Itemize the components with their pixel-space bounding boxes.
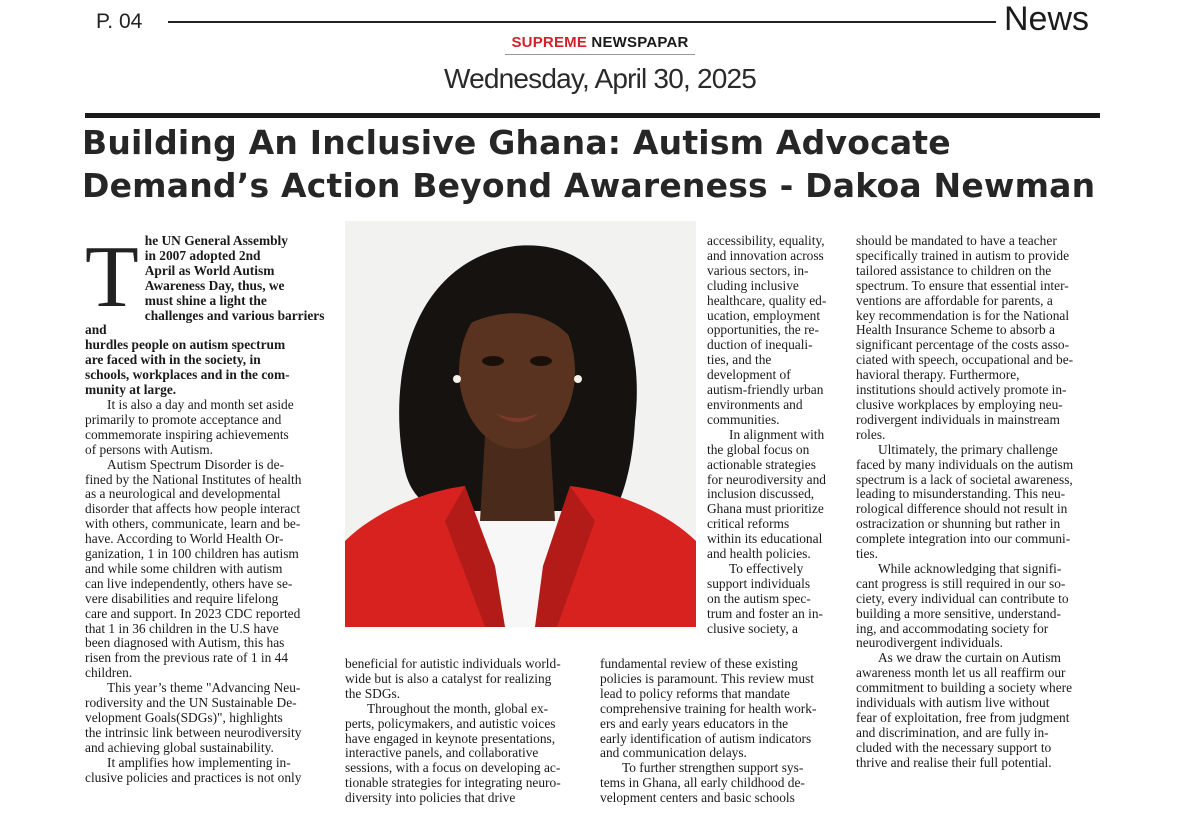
text-line: spectrum. To ensure that essential inter- — [856, 277, 1069, 293]
text-line: thrive and realise their full potential. — [856, 754, 1052, 770]
text-line: havioral therapy. Furthermore, — [856, 367, 1020, 383]
header-rule — [168, 21, 996, 23]
text-line: are faced with in the society, in — [85, 352, 261, 368]
text-line: complete integration into our communi- — [856, 531, 1071, 547]
text-line: leading to misunderstanding. This neu- — [856, 486, 1066, 502]
headline — [82, 121, 1102, 207]
text-line: This year’s theme "Advancing Neu- — [107, 680, 301, 696]
text-line: diversity into policies that drive — [345, 790, 516, 806]
text-line: sessions, with a focus on developing ac- — [345, 760, 561, 776]
text-line: care and support. In 2023 CDC reported — [85, 605, 301, 621]
text-line: actionable strategies — [707, 456, 816, 472]
text-line: It is also a day and month set aside — [107, 396, 294, 412]
text-line: April as World Autism — [144, 262, 275, 278]
text-line: roles. — [856, 426, 886, 442]
text-line: the intrinsic link between neurodiversity — [85, 724, 302, 740]
paragraph — [707, 428, 847, 562]
text-line: disorder that affects how people interact — [85, 501, 301, 517]
text-line: ing, and accommodating society for — [856, 620, 1049, 636]
paragraph — [856, 562, 1106, 651]
text-line: he UN General Assembly — [144, 233, 288, 248]
text-line: ties. — [856, 546, 878, 562]
column-1 — [85, 229, 335, 786]
text-line: As we draw the curtain on Autism — [878, 650, 1061, 666]
text-line: beneficial for autistic individuals world- — [345, 656, 561, 671]
text-line: environments and — [707, 396, 803, 412]
text-line: inclusion discussed, — [707, 486, 815, 502]
portrait-illustration — [345, 221, 696, 627]
text-line: have engaged in keynote presentations, — [345, 730, 556, 746]
drop-cap: T — [85, 229, 139, 326]
text-line: perts, policymakers, and autistic voices — [345, 715, 556, 731]
section-label: News — [1004, 0, 1090, 38]
masthead-rule — [505, 54, 695, 55]
text-line: cluded with the necessary support to — [856, 739, 1052, 755]
text-line: and while some children with autism — [85, 560, 283, 576]
text-line: policies is paramount. This review must — [600, 670, 814, 686]
text-line: ers and early years educators in the — [600, 715, 789, 731]
paragraph — [85, 681, 335, 756]
text-line: clusive policies and practices is not only — [85, 769, 302, 785]
text-line: velopment Goals(SDGs)", highlights — [85, 710, 283, 725]
paragraph — [707, 562, 847, 637]
text-line: ventions are affordable for parents, a — [856, 292, 1053, 308]
text-line: commemorate inspiring achievements — [85, 426, 289, 442]
portrait-photo — [345, 221, 696, 627]
text-line: wide but is also a catalyst for realizing — [345, 670, 552, 686]
text-line: rodivergent individuals in mainstream — [856, 411, 1060, 427]
text-line: fundamental review of these existing — [600, 656, 798, 671]
masthead — [0, 34, 1200, 51]
column-3-bottom — [600, 657, 848, 806]
headline-line-1: Building An Inclusive Ghana: Autism Advocate — [82, 123, 951, 162]
paragraph — [856, 651, 1106, 770]
text-line: comprehensive training for health work- — [600, 700, 817, 716]
text-line: key recommendation is for the National — [856, 307, 1070, 323]
text-line: as a neurological and developmental — [85, 486, 281, 502]
text-line: Autism Spectrum Disorder is de- — [107, 456, 285, 472]
headline-rule — [85, 113, 1100, 118]
text-line: ties, and the — [707, 352, 772, 368]
text-line: tems in Ghana, all early childhood de- — [600, 775, 805, 791]
text-line: for neurodiversity and — [707, 471, 826, 487]
text-line: been diagnosed with Autism, this has — [85, 635, 285, 651]
text-line: clusive workplaces by employing neu- — [856, 396, 1063, 412]
text-line: To further strengthen support sys- — [622, 760, 804, 776]
text-line: Awareness Day, thus, we — [144, 277, 285, 293]
text-line: should be mandated to have a teacher — [856, 233, 1057, 248]
text-line: tailored assistance to children on the — [856, 262, 1052, 278]
text-line: schools, workplaces and in the com- — [85, 367, 290, 383]
text-line: have. According to World Health Or- — [85, 531, 284, 547]
text-line: interactive panels, and collaborative — [345, 745, 539, 761]
text-line: of persons with Autism. — [85, 441, 213, 457]
column-3-top — [707, 234, 847, 636]
paragraph — [85, 458, 335, 682]
text-line: challenges and various barriers and — [85, 307, 325, 338]
text-line: within its educational — [707, 531, 823, 547]
column-2 — [345, 657, 595, 806]
masthead-red: SUPREME — [511, 34, 588, 51]
text-line: individuals with autism live without — [856, 695, 1050, 711]
text-line: and innovation across — [707, 247, 824, 263]
text-line: in 2007 adopted 2nd — [144, 247, 261, 263]
text-line: and discrimination, and are fully in- — [856, 724, 1049, 740]
text-line: spectrum is a lack of societal awareness, — [856, 471, 1073, 487]
text-line: faced by many individuals on the autism — [856, 456, 1074, 472]
text-line: communities. — [707, 411, 780, 427]
issue-date: Wednesday, April 30, 2025 — [443, 63, 757, 94]
text-line: building a more sensitive, understand- — [856, 605, 1061, 621]
page-number: P. 04 — [96, 10, 143, 33]
text-line: development of — [707, 367, 791, 383]
text-line: with others, communicate, learn and be- — [85, 516, 301, 532]
text-line: must shine a light the — [144, 292, 267, 308]
text-line: ciety, every individual can contribute to — [856, 590, 1069, 606]
text-line: rodiversity and the UN Sustainable De- — [85, 695, 297, 711]
text-line: and health policies. — [707, 546, 811, 562]
text-line: early identification of autism indicators — [600, 730, 812, 746]
text-line: To effectively — [729, 560, 804, 576]
text-line: primarily to promote acceptance and — [85, 411, 282, 427]
text-line: autism-friendly urban — [707, 382, 824, 398]
text-line: tionable strategies for integrating neuro- — [345, 775, 561, 791]
text-line: can live independently, others have se- — [85, 575, 293, 591]
text-line: Ghana must prioritize — [707, 501, 824, 517]
text-line: significant percentage of the costs asso- — [856, 337, 1070, 353]
headline-line-2: Demand’s Action Beyond Awareness - Dakoa Newman — [82, 166, 1096, 205]
text-line: munity at large. — [85, 382, 177, 398]
text-line: cant progress is still required in our so- — [856, 575, 1066, 591]
text-line: critical reforms — [707, 516, 790, 532]
paragraph — [856, 443, 1106, 562]
paragraph — [345, 657, 595, 702]
paragraph — [856, 234, 1106, 443]
text-line: specifically trained in autism to provide — [856, 247, 1070, 263]
text-line: lead to policy reforms that mandate — [600, 685, 791, 701]
text-line: commitment to building a society where — [856, 680, 1073, 696]
text-line: risen from the previous rate of 1 in 44 — [85, 650, 289, 666]
text-line: that 1 in 36 children in the U.S have — [85, 620, 279, 636]
text-line: It amplifies how implementing in- — [107, 754, 291, 770]
text-line: velopment centers and basic schools — [600, 790, 795, 806]
text-line: accessibility, equality, — [707, 233, 825, 248]
text-line: cluding inclusive — [707, 277, 799, 293]
text-line: the SDGs. — [345, 685, 401, 701]
text-line: opportunities, the re- — [707, 322, 819, 338]
text-line: children. — [85, 665, 133, 681]
masthead-black: NEWSPAPAR — [587, 34, 689, 51]
paragraph — [600, 761, 848, 806]
text-line: While acknowledging that signifi- — [878, 560, 1062, 576]
text-line: support individuals — [707, 575, 811, 591]
text-line: fined by the National Institutes of health — [85, 471, 302, 487]
text-line: Ultimately, the primary challenge — [878, 441, 1058, 457]
text-line: ciated with speech, occupational and be- — [856, 352, 1074, 368]
paragraph — [85, 398, 335, 458]
text-line: ganization, 1 in 100 children has autism — [85, 546, 299, 562]
paragraph — [707, 234, 847, 428]
text-line: institutions should actively promote in- — [856, 382, 1067, 398]
text-line: various sectors, in- — [707, 262, 809, 278]
text-line: trum and foster an in- — [707, 605, 824, 621]
paragraph — [600, 657, 848, 761]
text-line: on the autism spec- — [707, 590, 811, 606]
text-line: healthcare, quality ed- — [707, 292, 827, 308]
text-line: duction of inequali- — [707, 337, 813, 353]
text-line: and communication delays. — [600, 745, 747, 761]
text-line: Throughout the month, global ex- — [367, 700, 549, 716]
text-line: rological difference should not result in — [856, 501, 1068, 517]
text-line: ucation, employment — [707, 307, 821, 323]
paragraph — [345, 702, 595, 806]
text-line: neurodivergent individuals. — [856, 635, 1004, 651]
text-line: the global focus on — [707, 441, 810, 457]
text-line: fear of exploitation, free from judgment — [856, 710, 1070, 725]
text-line: hurdles people on autism spectrum — [85, 337, 286, 353]
text-line: and achieving global sustainability. — [85, 739, 274, 755]
text-line: awareness month let us all reaffirm our — [856, 665, 1066, 681]
text-line: Health Insurance Scheme to absorb a — [856, 322, 1055, 338]
paragraph — [85, 756, 335, 786]
text-line: vere disabilities and require lifelong — [85, 590, 279, 606]
column-1-body — [85, 398, 335, 786]
lead-paragraph — [85, 229, 335, 398]
column-4 — [856, 234, 1106, 771]
text-line: ostracization or shunning but rather in — [856, 516, 1061, 532]
text-line: clusive society, a — [707, 620, 798, 636]
text-line: In alignment with — [729, 426, 825, 442]
